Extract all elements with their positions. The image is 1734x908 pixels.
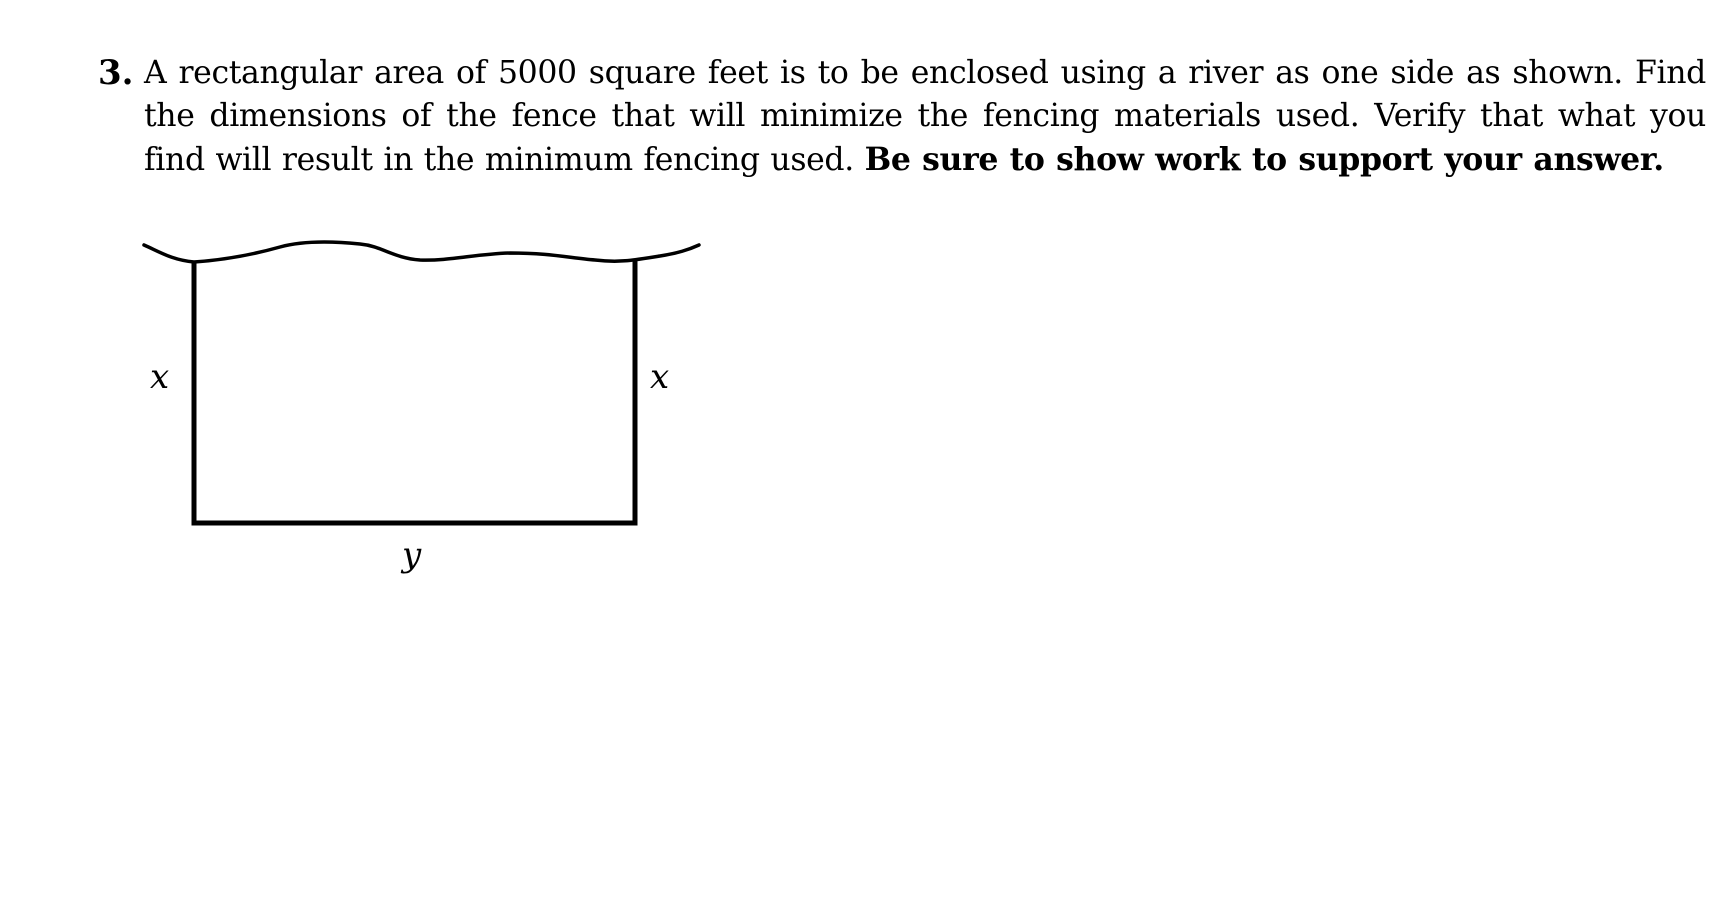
bottom-side-label: y bbox=[402, 535, 422, 575]
problem-3 bbox=[98, 52, 1706, 182]
problem-number: 3. bbox=[98, 53, 134, 93]
fence-rectangle bbox=[194, 260, 635, 523]
left-side-label: x bbox=[150, 357, 170, 397]
river-bank-line bbox=[144, 242, 699, 262]
problem-statement bbox=[144, 52, 1706, 182]
problem-text-emphasis: Be sure to show work to support your answer. bbox=[864, 141, 1664, 178]
problem-text-main: A rectangular area of 5000 square feet is to be enclosed using a river as one side as shown. Find the dimensions of the fence that will minimize the fencing materials used. Verify that what you find will result in the minimum fencing used. bbox=[144, 55, 1706, 178]
right-side-label: x bbox=[650, 357, 670, 397]
fence-diagram bbox=[130, 230, 710, 590]
